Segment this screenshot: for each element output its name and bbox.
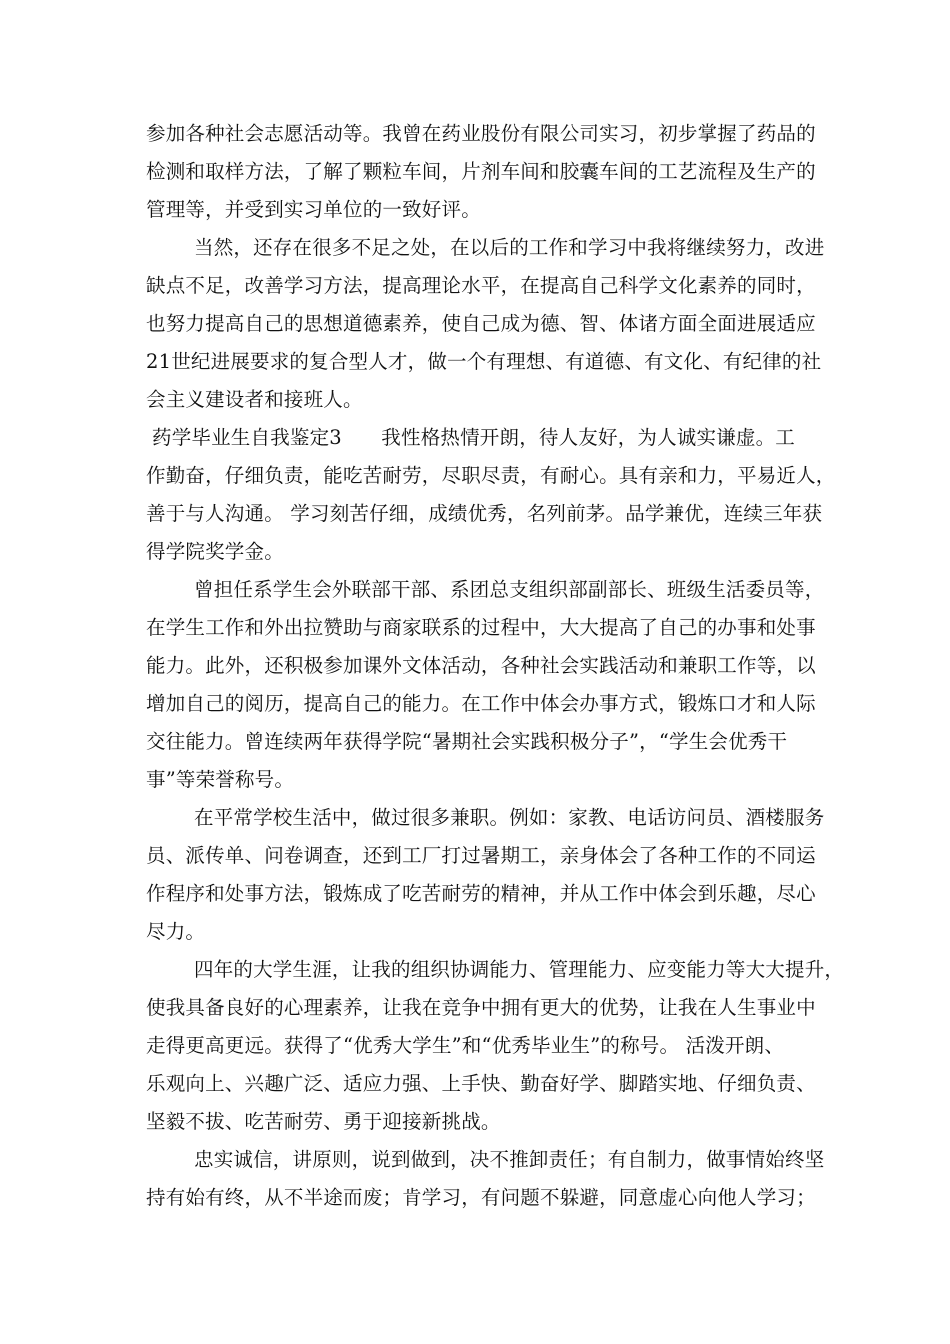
text-line: 善于与人沟通。 学习刻苦仔细，成绩优秀，名列前茅。品学兼优，连续三年获 — [146, 502, 823, 525]
text-line: 作勤奋，仔细负责，能吃苦耐劳，尽职尽责，有耐心。具有亲和力，平易近人， — [146, 464, 836, 487]
text-line: 21世纪进展要求的复合型人才，做一个有理想、有道德、有文化、有纪律的社 — [146, 350, 822, 373]
text-line: 尽力。 — [146, 920, 206, 943]
paragraph-first-line: 曾担任系学生会外联部干部、系团总支组织部副部长、班级生活委员等， — [194, 578, 825, 601]
text-line: 管理等，并受到实习单位的一致好评。 — [146, 198, 481, 221]
paragraph-first-line: 在平常学校生活中，做过很多兼职。例如：家教、电话访问员、酒楼服务 — [194, 806, 825, 829]
text-line: 作程序和处事方法，锻炼成了吃苦耐劳的精神，并从工作中体会到乐趣，尽心 — [146, 882, 816, 905]
paragraph-first-line: 当然，还存在很多不足之处，在以后的工作和学习中我将继续努力，改进 — [194, 236, 825, 259]
text-line: 在学生工作和外出拉赞助与商家联系的过程中，大大提高了自己的办事和处事 — [146, 616, 816, 639]
text-line: 交往能力。曾连续两年获得学院“暑期社会实践积极分子”，“学生会优秀干 — [146, 730, 788, 753]
text-line: 增加自己的阅历，提高自己的能力。在工作中体会办事方式，锻炼口才和人际 — [146, 692, 816, 715]
text-line: 参加各种社会志愿活动等。我曾在药业股份有限公司实习，初步掌握了药品的 — [146, 122, 816, 145]
text-line: 使我具备良好的心理素养，让我在竞争中拥有更大的优势，让我在人生事业中 — [146, 996, 816, 1019]
text-line: 得学院奖学金。 — [146, 540, 284, 563]
text-line: 走得更高更远。获得了“优秀大学生”和“优秀毕业生”的称号。 活泼开朗、 — [146, 1034, 785, 1057]
text-line: 坚毅不拔、吃苦耐劳、勇于迎接新挑战。 — [146, 1110, 501, 1133]
text-line: 持有始有终，从不半途而废；肯学习，有问题不躲避，同意虚心向他人学习； — [146, 1186, 816, 1209]
text-line: 乐观向上、兴趣广泛、适应力强、上手快、勤奋好学、脚踏实地、仔细负责、 — [146, 1072, 816, 1095]
paragraph-first-line: 四年的大学生涯，让我的组织协调能力、管理能力、应变能力等大大提升， — [194, 958, 845, 981]
text-line: 检测和取样方法，了解了颗粒车间，片剂车间和胶囊车间的工艺流程及生产的 — [146, 160, 816, 183]
text-line: 也努力提高自己的思想道德素养，使自己成为德、智、体诸方面全面进展适应 — [146, 312, 816, 335]
text-line: 能力。此外，还积极参加课外文体活动，各种社会实践活动和兼职工作等，以 — [146, 654, 816, 677]
text-line: 缺点不足，改善学习方法，提高理论水平，在提高自己科学文化素养的同时， — [146, 274, 816, 297]
text-line: 事”等荣誉称号。 — [146, 768, 295, 791]
paragraph-first-line: 忠实诚信，讲原则，说到做到，决不推卸责任；有自制力，做事情始终坚 — [194, 1148, 825, 1171]
text-line: 员、派传单、问卷调查，还到工厂打过暑期工，亲身体会了各种工作的不同运 — [146, 844, 816, 867]
text-line: 会主义建设者和接班人。 — [146, 388, 363, 411]
section-heading-line: 药学毕业生自我鉴定3 我性格热情开朗，待人友好，为人诚实谦虚。工 — [152, 426, 796, 449]
